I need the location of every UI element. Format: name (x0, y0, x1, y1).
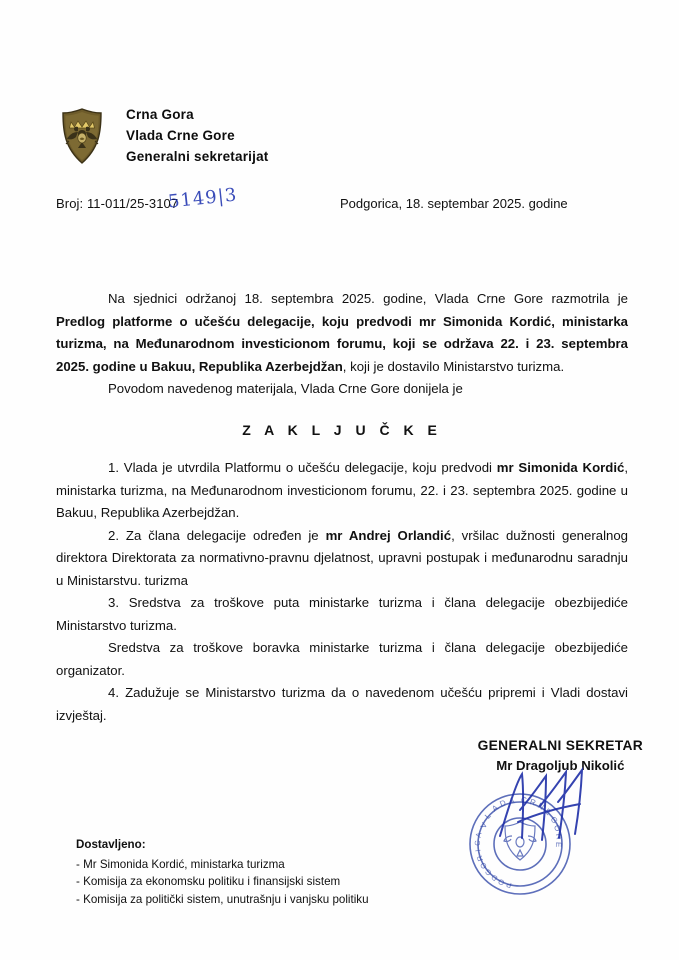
list-item: - Komisija za politički sistem, unutrašnju i vanjsku politiku (76, 892, 369, 906)
svg-text:O: O (495, 876, 506, 888)
header-line-country: Crna Gora (126, 107, 194, 122)
svg-text:I: I (473, 847, 483, 853)
conclusion-item-2-bold: mr Andrej Orlandić (325, 527, 452, 543)
conclusion-item-2 (56, 525, 628, 593)
conclusion-item-1-text-1: 1. Vlada je utvrdila Platformu o učešću delegacije, koju predvodi (108, 460, 497, 475)
svg-text:R: R (553, 832, 564, 842)
delivered-items (76, 856, 369, 909)
svg-text:P: P (504, 879, 513, 891)
conclusion-item-4: 4. Zadužuje se Ministarstvo turizma da o navedenom učešću pripremi i Vladi dostavi izvještaj. (56, 685, 628, 723)
svg-text:D: D (498, 797, 509, 809)
page-title: Z A K L J U Č K E (242, 421, 442, 438)
conclusion-item-1-text-2: , ministarka turizma, na Međunarodnom investicionom forumu, 22. i 23. septembra 2025. godine u Bakuu, Republika Azerbejdžan. (56, 460, 628, 520)
svg-text:L: L (483, 810, 494, 821)
svg-text:O: O (551, 823, 564, 835)
conclusion-item-1 (56, 457, 628, 525)
svg-text:O: O (477, 859, 489, 871)
signatory-name: Mr Dragoljub Nikolić (496, 758, 625, 773)
signatory-title: GENERALNI SEKRETAR (477, 738, 643, 753)
svg-text:R: R (528, 797, 539, 809)
conclusion-item-3b: Sredstva za troškove boravka ministarke turizma i člana delegacije obezbijediće organizator. (56, 640, 628, 678)
paragraph-intro-text-1: Na sjednici održanoj 18. septembra 2025. godine, Vlada Crne Gore razmotrila je (108, 291, 628, 306)
list-item: - Mr Simonida Kordić, ministarka turizma (76, 857, 285, 871)
header-line-government: Vlada Crne Gore (126, 128, 235, 143)
svg-text:C: C (520, 795, 529, 806)
paragraph-intro (56, 288, 628, 378)
svg-text:A: A (473, 830, 484, 839)
svg-text:A: A (508, 795, 517, 806)
svg-text:G: G (482, 866, 494, 878)
header-line-secretariat: Generalni sekretarijat (126, 149, 269, 164)
delivered-title: Dostavljeno: (76, 838, 146, 851)
place-and-date: Podgorica, 18. septembar 2025. godine (340, 196, 568, 211)
svg-text:V: V (478, 819, 490, 831)
conclusion-item-3: 3. Sredstva za troškove puta ministarke turizma i člana delegacije obezbijediće Ministarstvo turizma. (56, 595, 628, 633)
montenegro-coat-of-arms-icon (56, 106, 108, 166)
svg-text:R: R (474, 853, 486, 863)
reference-number-text: Broj: 11-011/25-3107 (56, 196, 179, 211)
conclusion-item-2-text-1: 2. Za člana delegacije određen je (108, 527, 326, 543)
svg-text:C: C (472, 839, 483, 846)
paragraph-intro-text-2: , koji je dostavilo Ministarstvo turizma. (342, 358, 565, 374)
list-item: - Komisija za ekonomsku politiku i finansijski sistem (76, 875, 341, 888)
svg-text:E: E (553, 841, 564, 849)
svg-text:D: D (488, 871, 500, 884)
delivered-list (76, 836, 369, 908)
paragraph-adoption: Povodom navedenog materijala, Vlada Crne Gore donijela je (108, 381, 463, 396)
svg-text:E: E (542, 806, 554, 819)
paragraph-intro-bold: Predlog platforme o učešću delegacije, koju predvodi mr Simonida Kordić, ministarka turizma, na Međunarodnom investicionom forumu, koji se održava 22. i 23. septembra 2025. godine u Bakuu, Republika Azerbejdžan (56, 313, 628, 374)
svg-text:G: G (548, 815, 561, 827)
document-header (56, 104, 268, 167)
handwritten-annotation: 5149|3 (167, 184, 239, 213)
svg-text:N: N (536, 801, 547, 813)
reference-number (56, 196, 178, 211)
conclusion-item-2-text-2: , vršilac dužnosti generalnog direktora Direktorata za normativno-pravnu djelatnost, upravni postupak i međunarodnu saradnju u Ministarstvu. turizma (56, 527, 628, 588)
conclusion-item-1-bold: mr Simonida Kordić (496, 460, 625, 475)
svg-text:A: A (490, 802, 501, 814)
handwritten-signature (496, 766, 616, 856)
document-body (56, 288, 628, 727)
